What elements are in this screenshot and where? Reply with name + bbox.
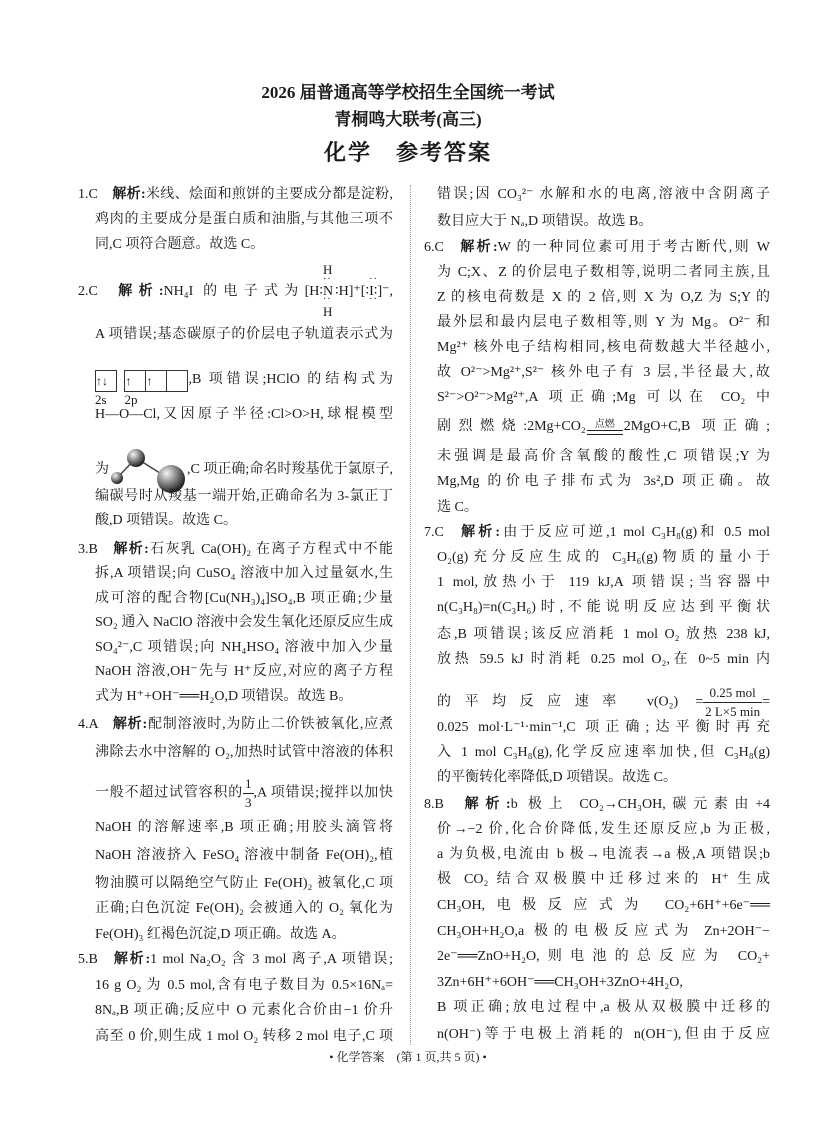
answer-text-line — [95, 588, 393, 610]
line-text: 拆,A 项错误;向 CuSO₄ 溶液中加入过量氨水,生 — [95, 566, 393, 581]
answer-text-line — [437, 446, 770, 468]
line-text: 故 O²⁻>Mg²⁺,S²⁻ 核外电子有 3 层,半径最大,故 — [437, 365, 770, 380]
electron-formula-nitrogen — [323, 261, 335, 319]
atom-top: H — [323, 261, 333, 277]
line-text: 配制溶液时,为防止二价铁被氧化,应煮 — [147, 717, 393, 732]
line-text: Z 的核电荷数是 X 的 2 倍,则 X 为 O,Z 为 S;Y 的 — [437, 290, 770, 305]
answer-text-line — [95, 775, 394, 810]
fraction-numerator: 1 — [245, 776, 252, 791]
line-text: a 为负极,电流由 b 极→电流表→a 极,A 项错误;b — [437, 847, 770, 862]
answer-item-header-line — [78, 949, 393, 971]
answer-text-line — [95, 975, 393, 997]
line-text: 的平均反应速率 v(O₂) = — [437, 694, 704, 710]
answer-text-line — [95, 404, 393, 426]
answer-text-line — [95, 446, 394, 478]
orbital-box: ↑↓ — [95, 370, 116, 392]
answer-text-line — [437, 387, 770, 409]
analysis-label: 解析: — [458, 240, 498, 255]
answer-text-line — [95, 563, 393, 585]
answer-number: 5.B — [78, 952, 98, 967]
answer-text-line — [95, 898, 393, 920]
line-text: 编碳号时从羧基一端开始,正确命名为 3-氯正丁 — [95, 489, 393, 504]
answer-text-line — [95, 817, 393, 839]
line-text: ,A 项错误;搅拌以加快 — [253, 785, 394, 801]
answer-text-line — [437, 844, 770, 866]
answer-text-line — [437, 471, 770, 493]
reaction-arrow — [586, 419, 624, 435]
formula-text: ∶]⁻, — [373, 284, 393, 299]
answer-number: 2.C — [78, 284, 98, 299]
answer-text-line — [95, 1000, 393, 1022]
exam-subtitle: 青桐鸣大联考(高三) — [334, 110, 482, 129]
answer-text-line — [437, 946, 770, 968]
answer-item-header-line — [424, 794, 770, 816]
answer-text-line — [437, 717, 770, 739]
line-text: 剧烈燃烧:2Mg+CO₂ — [437, 419, 586, 434]
line-text: 的平衡转化率降低,D 项错误。故选 C。 — [437, 770, 677, 785]
oxygen-ball — [127, 449, 145, 467]
answer-item-header-line — [424, 522, 770, 544]
answer-text-line — [437, 287, 770, 309]
answer-text-line — [95, 661, 393, 683]
line-text: 1 mol,放热小于 119 kJ,A 项错误;当容器中 — [437, 575, 770, 590]
line-text: 未强调是最高价含氧酸的酸性,C 项错误;Y 为 — [437, 449, 770, 464]
answer-text-line — [437, 184, 770, 206]
answer-item-header-line — [424, 237, 770, 259]
hydrogen-ball — [111, 472, 123, 484]
page-footer: • 化学答案 (第 1 页,共 5 页) • — [329, 1050, 487, 1064]
analysis-label: 解析: — [112, 717, 148, 732]
atom-symbol: N — [323, 283, 334, 299]
answer-text-line — [437, 416, 770, 438]
fraction — [703, 684, 762, 721]
answer-text-line — [437, 262, 770, 284]
orbital-diagram-2s — [95, 370, 117, 407]
line-text: 1 mol Na₂O₂ 含 3 mol 离子,A 项错误; — [150, 952, 393, 967]
line-text: 2MgO+C,B 项正确; — [623, 419, 770, 434]
line-text: 为 C;X、Z 的价层电子数相等,说明二者同主族,且 — [437, 265, 770, 280]
line-text: 入 1 mol C₃H₈(g),化学反应速率加快,但 C₃H₈(g) — [437, 745, 770, 760]
answer-text-line — [95, 924, 393, 946]
line-text: B 项正确;放电过程中,a 极从双极膜中迁移的 — [437, 1000, 770, 1015]
line-text: 价→−2 价,化合价降低,发生还原反应,b 为正极, — [437, 822, 770, 837]
answer-text-line — [437, 362, 770, 384]
line-text: 最外层和最内层电子数相等,则 Y 为 Mg。O²⁻ 和 — [437, 315, 770, 330]
answer-text-line — [437, 547, 770, 569]
line-text: A 项错误;基态碳原子的价层电子轨道表示式为 — [95, 327, 393, 342]
answer-item-header-line — [78, 539, 393, 561]
line-text: 高至 0 价,则生成 1 mol O₂ 转移 2 mol 电子,C 项 — [95, 1029, 393, 1044]
line-text: S²⁻>O²⁻>Mg²⁺,A 项正确;Mg 可以在 CO₂ 中 — [437, 390, 770, 405]
orbital-box: ↑ — [145, 370, 166, 392]
answer-text-line — [437, 497, 770, 519]
analysis-label: 解析: — [458, 525, 501, 540]
line-text: ,B 项错误;HClO 的结构式为 — [188, 372, 393, 387]
line-text: 鸡肉的主要成分是蛋白质和油脂,与其他三项不 — [95, 212, 393, 227]
analysis-label: 解析: — [112, 952, 151, 967]
column-divider — [410, 185, 411, 1045]
answer-number: 8.B — [424, 797, 444, 812]
answer-text-line — [95, 209, 393, 231]
analysis-label: 解析: — [112, 284, 164, 299]
answer-number: 4.A — [78, 717, 99, 732]
line-text: Mg,Mg 的价电子排布式为 3s²,D 项正确。故 — [437, 474, 770, 489]
answer-number: 6.C — [424, 240, 444, 255]
line-text: n(C₃H₈)=n(C₃H₆)时,不能说明反应达到平衡状 — [437, 600, 770, 615]
exam-title: 2026 届普通高等学校招生全国统一考试 — [261, 83, 555, 102]
fraction-denominator: 2 L×5 min — [705, 704, 761, 719]
answer-text-line — [437, 869, 770, 891]
line-text: 3Zn+6H⁺+6OH⁻══CH₃OH+3ZnO+4H₂O, — [437, 975, 683, 990]
line-text: NaOH 溶液,OH⁻先与 H⁺反应,对应的离子方程 — [95, 664, 393, 679]
answer-text-line — [437, 624, 770, 646]
answer-text-line — [437, 597, 770, 619]
fraction-numerator: 0.25 mol — [709, 685, 756, 700]
equals-sign — [587, 430, 623, 435]
orbital-box: ↑ — [124, 370, 145, 392]
reaction-condition: 点燃 — [594, 418, 615, 430]
answer-text-line — [95, 637, 393, 659]
answer-text-line — [437, 819, 770, 841]
analysis-label: 解析: — [458, 797, 511, 812]
line-text: SO₄²⁻,C 项错误;向 NH₄HSO₄ 溶液中加入少量 — [95, 640, 393, 655]
answer-text-line — [95, 234, 393, 256]
answer-text-line — [95, 845, 393, 867]
answer-text-line — [437, 972, 770, 994]
answer-item-header-line — [78, 261, 393, 319]
line-text: ,C 项正确;命名时羧基优于氯原子, — [187, 462, 394, 478]
orbital-box — [166, 370, 187, 392]
line-text: 成可溶的配合物[Cu(NH₃)₄]SO₄,B 项正确;少量 — [95, 591, 393, 606]
orbital-diagram-2p — [124, 370, 188, 407]
line-text: Mg²⁺ 核外电子结构相同,核电荷数越大半径越小, — [437, 340, 770, 355]
line-text: CH₃OH+H₂O,a 极的电极反应式为 Zn+2OH⁻− — [437, 924, 770, 939]
line-text: 0.025 mol·L⁻¹·min⁻¹,C 项正确;达平衡时再充 — [437, 720, 770, 735]
line-text: 2e⁻══ZnO+H₂O,则电池的总反应为 CO₂+ — [437, 949, 770, 964]
line-text: = — [762, 694, 770, 710]
line-text: 数目应大于 Nₐ,D 项错误。故选 B。 — [437, 214, 653, 229]
line-text: NaOH 溶液挤入 FeSO₄ 溶液中制备 Fe(OH)₂,植 — [95, 848, 393, 863]
answer-text-line — [437, 572, 770, 594]
line-text: 式为 H⁺+OH⁻══H₂O,D 项错误。故选 B。 — [95, 689, 353, 704]
answer-text-line — [95, 369, 393, 407]
answer-item-header-line — [78, 184, 393, 206]
line-text: 态,B 项错误;该反应消耗 1 mol O₂ 放热 238 kJ, — [437, 627, 770, 642]
line-text: H—O—Cl,又因原子半径:Cl>O>H,球棍模型 — [95, 407, 393, 422]
answer-text-line — [95, 742, 393, 764]
formula-text: ∶H]⁺[∶ — [335, 284, 370, 299]
line-text: Fe(OH)₃ 红褐色沉淀,D 项正确。故选 A。 — [95, 927, 346, 942]
line-text: 沸除去水中溶解的 O₂,加热时试管中溶液的体积 — [95, 745, 393, 760]
answer-text-line — [437, 211, 770, 233]
fraction-denominator: 3 — [245, 795, 252, 810]
answer-number: 3.B — [78, 542, 98, 557]
formula-text: NH₄I 的电子式为[H∶ — [163, 284, 323, 299]
electron-formula-iodine: ·· I ·· — [369, 284, 374, 300]
line-text: 同,C 项符合题意。故选 C。 — [95, 237, 265, 252]
line-text: n(OH⁻)等于电极上消耗的 n(OH⁻),但由于反应 — [437, 1027, 770, 1042]
answer-text-line — [95, 873, 393, 895]
answer-text-line — [95, 486, 393, 508]
answer-text-line — [437, 312, 770, 334]
answer-number: 7.C — [424, 525, 444, 540]
answer-text-line — [437, 1024, 770, 1046]
answer-item-header-line — [78, 714, 393, 736]
answer-text-line — [437, 997, 770, 1019]
answer-text-line — [437, 895, 770, 917]
line-text: 酸,D 项错误。故选 C。 — [95, 513, 237, 528]
answer-text-line — [95, 1026, 393, 1048]
page-title: 化学 参考答案 — [323, 140, 492, 165]
answer-text-line — [437, 767, 770, 789]
line-text: CH₃OH,电极反应式为 CO₂+6H⁺+6e⁻══ — [437, 898, 770, 913]
answer-text-line — [437, 337, 770, 359]
answer-text-line — [437, 742, 770, 764]
answer-number: 1.C — [78, 187, 98, 202]
line-text: 8Nₐ,B 项正确;反应中 O 元素化合价由−1 价升 — [95, 1003, 393, 1018]
atom-bottom: H — [323, 303, 333, 319]
line-text: b 极上 CO₂→CH₃OH,碳元素由+4 — [510, 797, 770, 812]
orbital-label: 2p — [124, 391, 138, 407]
orbital-boxes — [124, 370, 188, 392]
line-text: W 的一种同位素可用于考古断代,则 W — [497, 240, 770, 255]
line-text: 正确;白色沉淀 Fe(OH)₂ 会被通入的 O₂ 氧化为 — [95, 901, 393, 916]
answer-text-line — [95, 612, 393, 634]
line-text: 极 CO₂ 结合双极膜中迁移过来的 H⁺ 生成 — [437, 872, 770, 887]
analysis-label: 解析: — [112, 542, 149, 557]
line-text: 选 C。 — [437, 500, 478, 515]
line-text: 为 — [95, 462, 110, 478]
fraction — [243, 775, 254, 812]
answer-text-line — [437, 649, 770, 671]
line-text: 16 g O₂ 为 0.5 mol,含有电子数目为 0.5×16Nₐ= — [95, 978, 393, 993]
line-text: 米线、烩面和煎饼的主要成分都是淀粉, — [145, 187, 393, 202]
orbital-label: 2s — [95, 391, 107, 407]
answer-text-line — [95, 510, 393, 532]
line-text: 由于反应可逆,1 mol C₃H₈(g)和 0.5 mol — [500, 525, 771, 540]
answer-text-line — [437, 921, 770, 943]
answer-text-line — [95, 686, 393, 708]
line-text: 一般不超过试管容积的 — [95, 785, 244, 801]
analysis-label: 解析: — [112, 187, 146, 202]
line-text: 物油膜可以隔绝空气防止 Fe(OH)₂ 被氧化,C 项 — [95, 876, 393, 891]
orbital-boxes — [95, 370, 117, 392]
line-text: NaOH 的溶解速率,B 项正确;用胶头滴管将 — [95, 820, 393, 835]
line-text: 错误;因 CO₃²⁻ 水解和水的电离,溶液中含阴离子 — [437, 187, 770, 202]
line-text: 放热 59.5 kJ 时消耗 0.25 mol O₂,在 0~5 min 内 — [437, 652, 770, 667]
line-text: O₂(g)充分反应生成的 C₃H₆(g)物质的量小于 — [437, 550, 770, 565]
line-text: 石灰乳 Ca(OH)₂ 在离子方程式中不能 — [148, 542, 393, 557]
line-text: SO₂ 通入 NaClO 溶液中会发生氧化还原反应生成 — [95, 615, 393, 630]
answer-text-line — [95, 324, 393, 346]
